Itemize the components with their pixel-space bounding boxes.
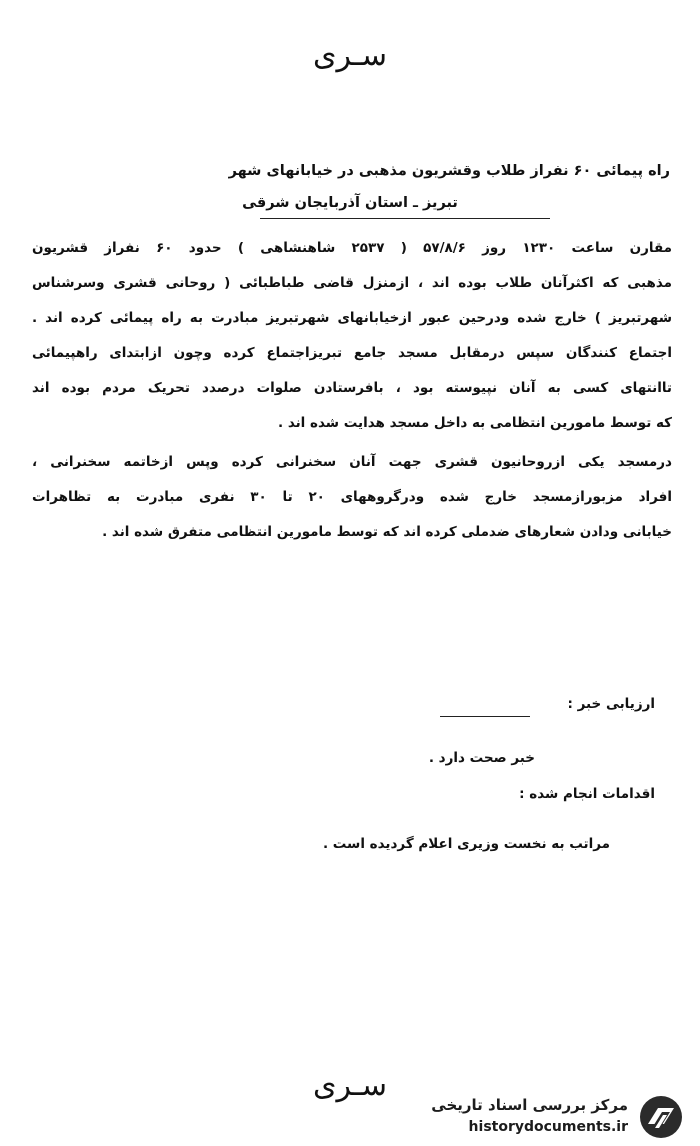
classification-stamp-bottom: سـرى <box>313 1068 387 1103</box>
actions-label: اقدامات انجام شده : <box>519 786 655 802</box>
archive-logo-icon <box>636 1094 686 1140</box>
actions-value: مراتب به نخست وزیری اعلام گردیده است . <box>322 836 610 852</box>
body-line: تاانتهای کسی به آنان نپیوسته بود ، بافرستادن صلوات درصدد تحریک مردم بوده اند <box>32 380 672 396</box>
watermark-site: historydocuments.ir <box>468 1119 628 1135</box>
classification-stamp-top: سـرى <box>313 38 387 73</box>
body-line: افراد مزبورازمسجد خارج شده ودرگروههای ۲۰ تا ۳۰ نفری مبادرت به تظاهرات <box>32 489 672 505</box>
archive-watermark <box>400 1092 690 1142</box>
body-line: شهرتبریز ) خارج شده ودرحین عبور ازخیابانهای شهرتبریز مبادرت به راه پیمائی کرده اند . <box>32 310 672 326</box>
watermark-title: مرکز بررسی اسناد تاریخی <box>431 1096 628 1114</box>
subject-underline <box>260 218 550 219</box>
subject-line-1: راه پیمائی ۶۰ نفراز طلاب وقشریون مذهبی در خیابانهای شهر <box>228 163 670 179</box>
evaluation-label: ارزیابی خبر : <box>567 696 655 712</box>
body-line: درمسجد یکی ازروحانیون قشری جهت آنان سخنرانی کرده وپس ازخاتمه سخنرانی ، <box>32 454 672 470</box>
body-line: مذهبی که اکثرآنان طلاب بوده اند ، ازمنزل قاضی طباطبائی ( روحانی قشری وسرشناس <box>32 275 672 291</box>
body-line: اجتماع کنندگان سپس درمقابل مسجد جامع تبریزاجتماع کرده وچون ازابتدای راهپیمائی <box>32 345 672 361</box>
subject-line-2: تبریز ـ استان آذربایجان شرقی <box>242 195 458 211</box>
body-line: که توسط مامورین انتظامی به داخل مسجد هدایت شده اند . <box>277 415 672 431</box>
evaluation-value: خبر صحت دارد . <box>428 750 535 766</box>
body-line: خیابانی ودادن شعارهای ضدملی کرده اند که توسط مامورین انتظامی متفرق شده اند . <box>102 524 672 540</box>
body-line: مقارن ساعت ۱۲۳۰ روز ۵۷/۸/۶ ( ۲۵۳۷ شاهنشاهی ) حدود ۶۰ نفراز قشریون <box>32 240 672 256</box>
evaluation-underline <box>440 716 530 717</box>
